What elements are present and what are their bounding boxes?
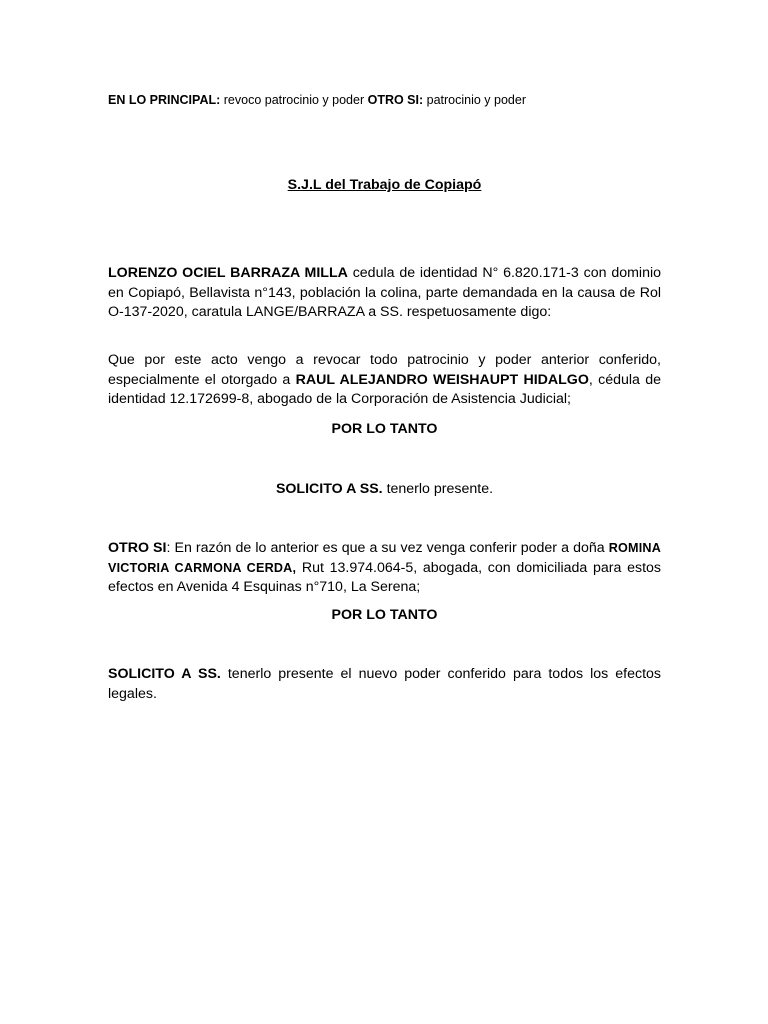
solicito-label-1: SOLICITO A SS. <box>275 481 383 497</box>
solicito-line-2 <box>108 665 661 704</box>
otrosi-text: patrocinio y poder <box>423 93 526 107</box>
solicito-line-1 <box>108 480 661 500</box>
principal-text: revoco patrocinio y poder <box>220 93 368 107</box>
solicito-label-2: SOLICITO A SS. <box>108 666 221 682</box>
court-title: S.J.L del Trabajo de Copiapó <box>287 177 482 193</box>
paragraph-revocation-text-before: Que por este acto vengo a revocar todo patrocinio y poder anterior conferido, especialmente el otorgado a <box>108 352 661 388</box>
otrosi-label: OTRO SI: <box>367 93 424 107</box>
summary-heading <box>108 91 661 111</box>
paragraph-revocation <box>108 351 661 410</box>
principal-label: EN LO PRINCIPAL: <box>108 93 221 107</box>
paragraph-revocation-text-after: , cédula de identidad 12.172699-8, abogado de la Corporación de Asistencia Judicial; <box>108 371 661 407</box>
paragraph-identity-text: cedula de identidad N° 6.820.171-3 con dominio en Copiapó, Bellavista n°143, población la colina, parte demandada en la causa de Rol O-137-2020, caratula LANGE/BARRAZA a SS. respetuosamente digo: <box>108 265 661 320</box>
por-lo-tanto-heading-1: POR LO TANTO <box>331 421 438 437</box>
otro-si-label: OTRO SI <box>108 540 167 556</box>
paragraph-identity <box>108 264 661 323</box>
otro-si-text-after: Rut 13.974.064-5, abogada, con domiciliada para estos efectos en Avenida 4 Esquinas n°710, La Serena; <box>108 559 661 595</box>
petitioner-name: LORENZO OCIEL BARRAZA MILLA <box>108 265 348 281</box>
revoked-lawyer-name: RAUL ALEJANDRO WEISHAUPT HIDALGO <box>295 371 589 388</box>
solicito-text-2: tenerlo presente el nuevo poder conferido para todos los efectos legales. <box>108 666 661 702</box>
solicito-text-1: tenerlo presente. <box>382 481 494 497</box>
paragraph-otro-si <box>108 539 661 598</box>
por-lo-tanto-heading-2: POR LO TANTO <box>331 607 438 623</box>
otro-si-text-before: : En razón de lo anterior es que a su vez venga conferir poder a doña <box>166 540 609 556</box>
new-lawyer-name: ROMINA VICTORIA CARMONA CERDA, <box>108 541 661 575</box>
